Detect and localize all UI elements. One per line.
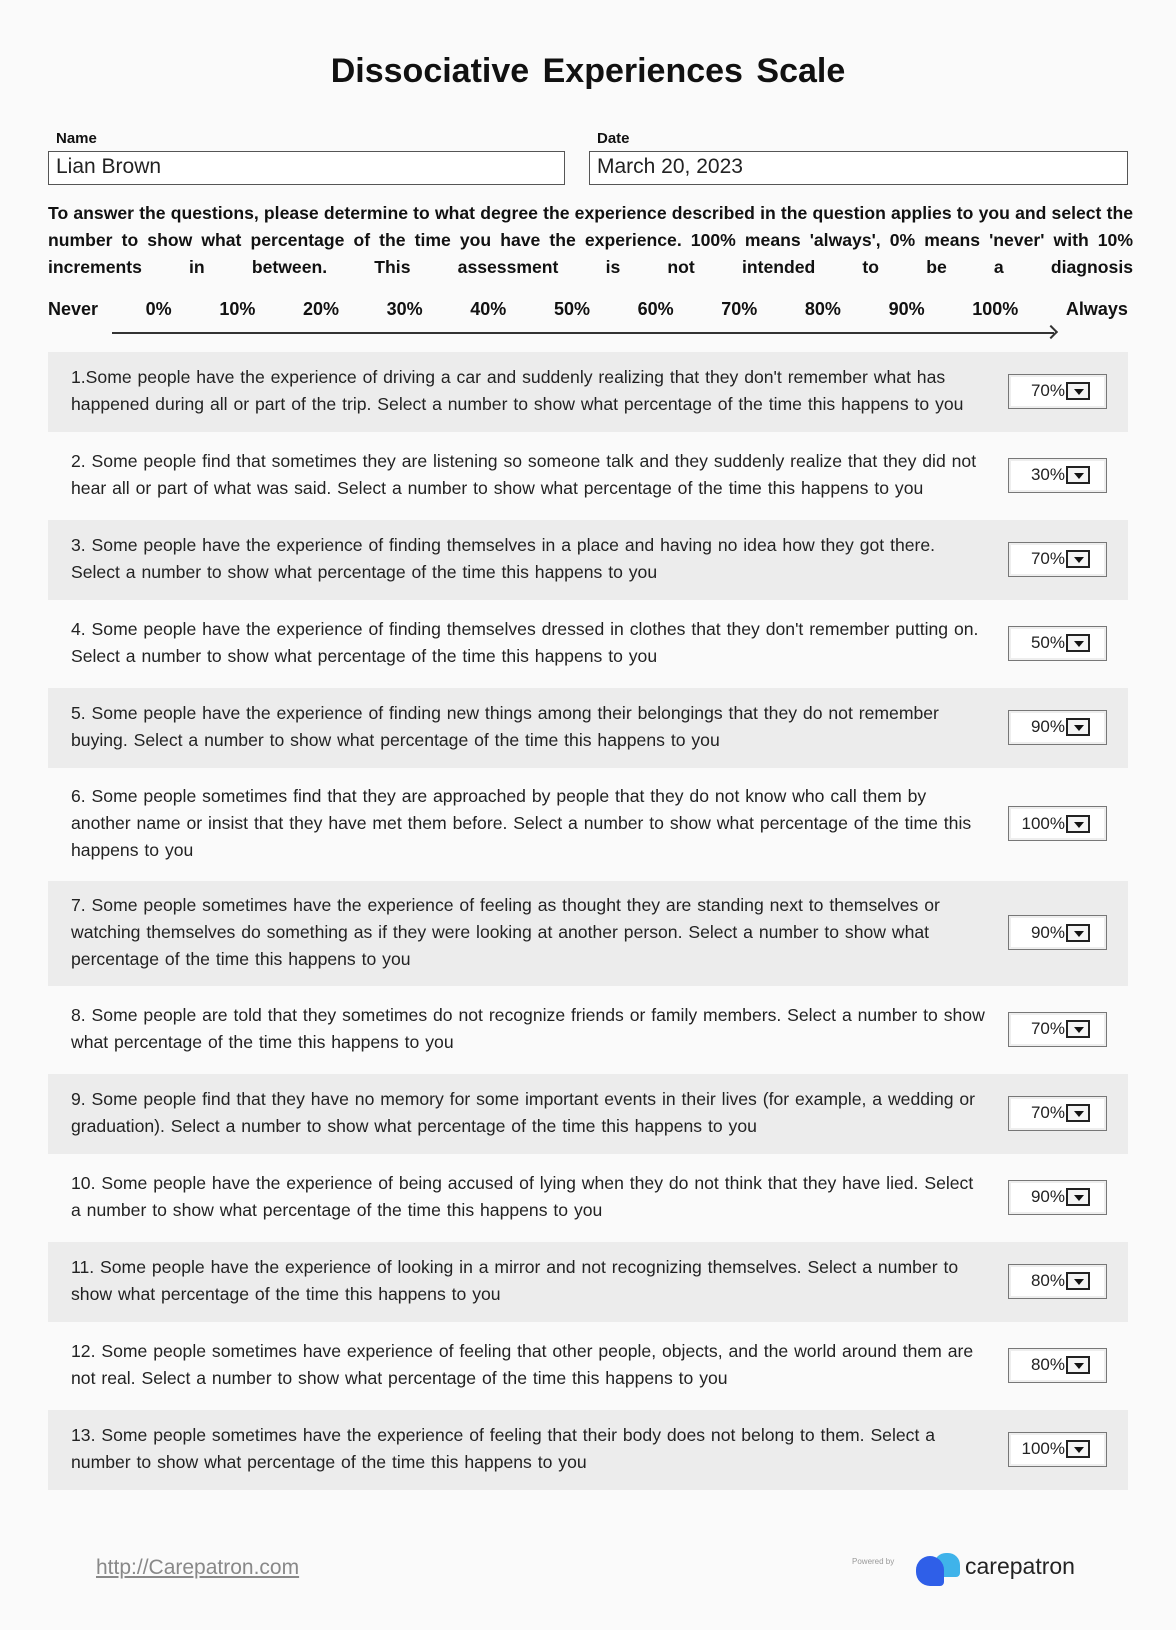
chevron-down-icon[interactable]: [1066, 1188, 1090, 1206]
chevron-down-icon[interactable]: [1066, 634, 1090, 652]
percentage-scale: [48, 299, 1128, 320]
instructions: To answer the questions, please determine to what degree the experience described in the question applies to you and select the number to show what percentage of the time you have the experience. 100% means 'always', 0% means 'never' with 10% increments in between. This assessment is not intended to be a diagnosis: [48, 203, 1133, 277]
chevron-down-icon[interactable]: [1066, 718, 1090, 736]
answer-select[interactable]: [1008, 542, 1107, 577]
question-text: 3. Some people have the experience of finding themselves in a place and having no idea how they got there. Select a number to show what percentage of the time this happens to you: [71, 535, 936, 582]
carepatron-logo-icon: [916, 1552, 962, 1586]
chevron-down-icon[interactable]: [1066, 550, 1090, 568]
question-text: 6. Some people sometimes find that they are approached by people that they do not know who call them by another name or insist that they have met them before. Select a number to show what percentage of the time this happens to you: [71, 786, 972, 860]
scale-label: 60%: [637, 299, 674, 319]
question-text: 8. Some people are told that they sometimes do not recognize friends or family members. Select a number to show what percentage of the time this happens to you: [71, 1005, 985, 1052]
answer-select[interactable]: [1008, 915, 1107, 950]
scale-arrow: [112, 332, 1054, 334]
question-text: 2. Some people find that sometimes they are listening so someone talk and they suddenly realize that they did not hear all or part of what was said. Select a number to show what percentage of the time this happens to you: [71, 451, 977, 498]
scale-label: Always: [1065, 299, 1128, 319]
question-text: 9. Some people find that they have no memory for some important events in their lives (for example, a wedding or graduation). Select a number to show what percentage of the time this happens to you: [71, 1089, 976, 1136]
answer-select[interactable]: [1008, 1096, 1107, 1131]
answer-value: 90%: [1030, 922, 1065, 942]
answer-select[interactable]: [1008, 1012, 1107, 1047]
scale-label: 30%: [386, 299, 423, 319]
question-row: [48, 520, 1128, 600]
answer-value: 70%: [1030, 1019, 1065, 1038]
answer-select[interactable]: [1008, 458, 1107, 493]
answer-value: 50%: [1030, 633, 1065, 652]
date-label: Date: [597, 130, 630, 147]
answer-value: 80%: [1030, 1355, 1065, 1374]
question-row: [48, 688, 1128, 768]
question-row: [48, 990, 1128, 1070]
scale-label: 70%: [721, 299, 758, 319]
scale-label: 90%: [888, 299, 925, 319]
answer-value: 100%: [1021, 1439, 1065, 1458]
question-row: [48, 1242, 1128, 1322]
scale-label: 0%: [145, 299, 172, 319]
chevron-down-icon[interactable]: [1066, 382, 1090, 400]
question-row: [48, 604, 1128, 684]
name-label: Name: [56, 130, 97, 147]
question-row: [48, 1326, 1128, 1406]
chevron-down-icon[interactable]: [1066, 1020, 1090, 1038]
question-row: [48, 352, 1128, 432]
question-text: 7. Some people sometimes have the experience of feeling as thought they are standing next to themselves or watching themselves do something as if they were looking at another person. Select a number to show what percentage of the time this happens to you: [71, 895, 940, 969]
question-row: [48, 881, 1128, 986]
question-text: 1.Some people have the experience of driving a car and suddenly realizing that they don't remember what has happened during all or part of the trip. Select a number to show what percentage of the time this happens to you: [71, 367, 964, 414]
answer-select[interactable]: [1008, 1348, 1107, 1383]
carepatron-brand: carepatron: [965, 1553, 1075, 1579]
date-field[interactable]: March 20, 2023: [589, 151, 1128, 185]
scale-label: 80%: [804, 299, 841, 319]
question-row: [48, 772, 1128, 877]
scale-label: 50%: [553, 299, 590, 319]
scale-label: 100%: [972, 299, 1019, 319]
question-row: [48, 1158, 1128, 1238]
answer-select[interactable]: [1008, 1264, 1107, 1299]
chevron-down-icon[interactable]: [1066, 815, 1090, 833]
chevron-down-icon[interactable]: [1066, 1104, 1090, 1122]
answer-select[interactable]: [1008, 374, 1107, 409]
answer-value: 70%: [1030, 381, 1065, 400]
answer-value: 100%: [1021, 813, 1065, 833]
scale-label: Never: [48, 299, 99, 319]
page-title: Dissociative Experiences Scale: [330, 52, 846, 90]
answer-value: 30%: [1030, 465, 1065, 484]
answer-select[interactable]: [1008, 806, 1107, 841]
answer-value: 80%: [1030, 1271, 1065, 1290]
question-text: 4. Some people have the experience of finding themselves dressed in clothes that they don't remember putting on. Select a number to show what percentage of the time this happens to you: [71, 619, 979, 666]
chevron-down-icon[interactable]: [1066, 1440, 1090, 1458]
scale-label: 10%: [219, 299, 256, 319]
answer-value: 90%: [1030, 717, 1065, 736]
answer-select[interactable]: [1008, 1432, 1107, 1467]
chevron-down-icon[interactable]: [1066, 1272, 1090, 1290]
question-row: [48, 436, 1128, 516]
question-list: [48, 352, 1128, 1490]
powered-by-label: Powered by: [852, 1557, 895, 1566]
question-text: 12. Some people sometimes have experience of feeling that other people, objects, and the world around them are not real. Select a number to show what percentage of the time this happens to you: [71, 1341, 974, 1388]
answer-select[interactable]: [1008, 626, 1107, 661]
scale-label: 40%: [470, 299, 507, 319]
answer-value: 70%: [1030, 1103, 1065, 1122]
name-field[interactable]: Lian Brown: [48, 151, 565, 185]
carepatron-link[interactable]: http://Carepatron.com: [96, 1556, 300, 1579]
answer-value: 90%: [1030, 1187, 1065, 1206]
chevron-down-icon[interactable]: [1066, 924, 1090, 942]
answer-select[interactable]: [1008, 710, 1107, 745]
chevron-down-icon[interactable]: [1066, 466, 1090, 484]
answer-select[interactable]: [1008, 1180, 1107, 1215]
question-text: 13. Some people sometimes have the experience of feeling that their body does not belong to them. Select a number to show what percentage of the time this happens to you: [71, 1425, 936, 1472]
question-text: 5. Some people have the experience of finding new things among their belongings that they do not remember buying. Select a number to show what percentage of the time this happens to you: [71, 703, 939, 750]
question-row: [48, 1410, 1128, 1490]
question-text: 11. Some people have the experience of looking in a mirror and not recognizing themselves. Select a number to show what percentage of the time this happens to you: [71, 1257, 959, 1304]
question-text: 10. Some people have the experience of being accused of lying when they do not think that they have lied. Select a number to show what percentage of the time this happens to you: [71, 1173, 974, 1220]
chevron-down-icon[interactable]: [1066, 1356, 1090, 1374]
question-row: [48, 1074, 1128, 1154]
scale-label: 20%: [302, 299, 339, 319]
answer-value: 70%: [1030, 549, 1065, 568]
